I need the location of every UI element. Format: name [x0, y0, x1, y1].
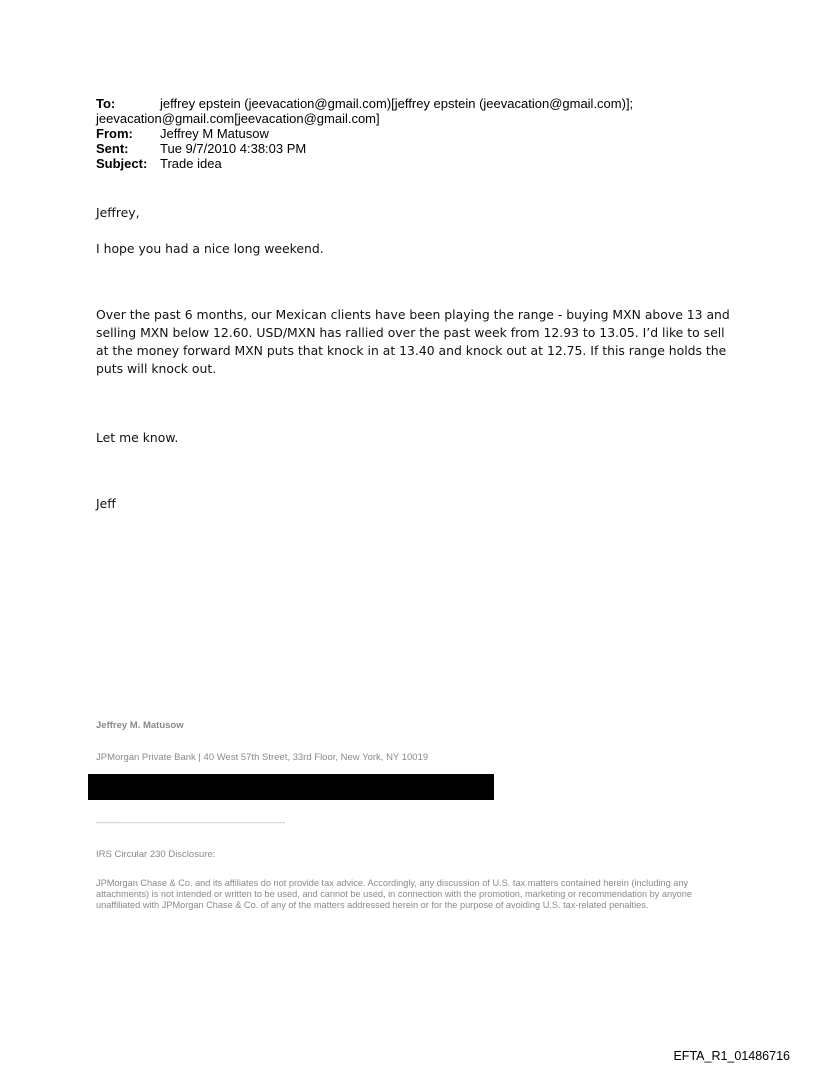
body-paragraph: Over the past 6 months, our Mexican clients have been playing the range - buying MXN above 13 and selling MXN below 12.60. USD/MXN has rallied over the past week from 12.93 to 13.05. I’d like to sell at the money forward MXN puts that knock in at 13.40 and knock out at 12.75. If this range holds the puts will knock out. — [96, 307, 730, 376]
irs-disclosure-title: IRS Circular 230 Disclosure: — [96, 849, 216, 860]
signature-name: Jeffrey M. Matusow — [96, 720, 184, 731]
from-value: Jeffrey M Matusow — [160, 126, 269, 141]
from-label: From: — [96, 126, 133, 141]
redaction-bar — [88, 774, 494, 800]
to-value: jeffrey epstein (jeevacation@gmail.com)[jeffrey epstein (jeevacation@gmail.com)]; — [160, 96, 634, 111]
sent-label: Sent: — [96, 141, 129, 156]
header-from-row — [96, 126, 736, 141]
sign-off: Jeff — [96, 496, 116, 511]
opening-line: I hope you had a nice long weekend. — [96, 241, 324, 256]
subject-label: Subject: — [96, 156, 148, 171]
subject-value: Trade idea — [160, 156, 222, 171]
signature-divider: ----------------------------------------------------------------------- — [96, 818, 286, 827]
document-id: EFTA_R1_01486716 — [673, 1049, 790, 1063]
header-sent-row — [96, 141, 736, 156]
irs-disclosure-body: JPMorgan Chase & Co. and its affiliates do not provide tax advice. Accordingly, any discussion of U.S. tax matters contained herein (including any attachments) is not intended or written to be used, and cannot be used, in connection with the promotion, marketing or recommendation by anyone unaffiliated with JPMorgan Chase & Co. of any of the matters addressed herein or for the purpose of avoiding U.S. tax-related penalties. — [96, 878, 693, 910]
to-label: To: — [96, 96, 116, 111]
greeting: Jeffrey, — [96, 205, 140, 220]
signature-address: JPMorgan Private Bank | 40 West 57th Street, 33rd Floor, New York, NY 10019 — [96, 752, 429, 763]
header-subject-row — [96, 156, 736, 171]
header-to-row — [96, 96, 736, 126]
sent-value: Tue 9/7/2010 4:38:03 PM — [160, 141, 307, 156]
email-header — [96, 96, 736, 171]
to-value-continued: jeevacation@gmail.com[jeevacation@gmail.com] — [96, 111, 380, 126]
closing-line: Let me know. — [96, 430, 179, 445]
